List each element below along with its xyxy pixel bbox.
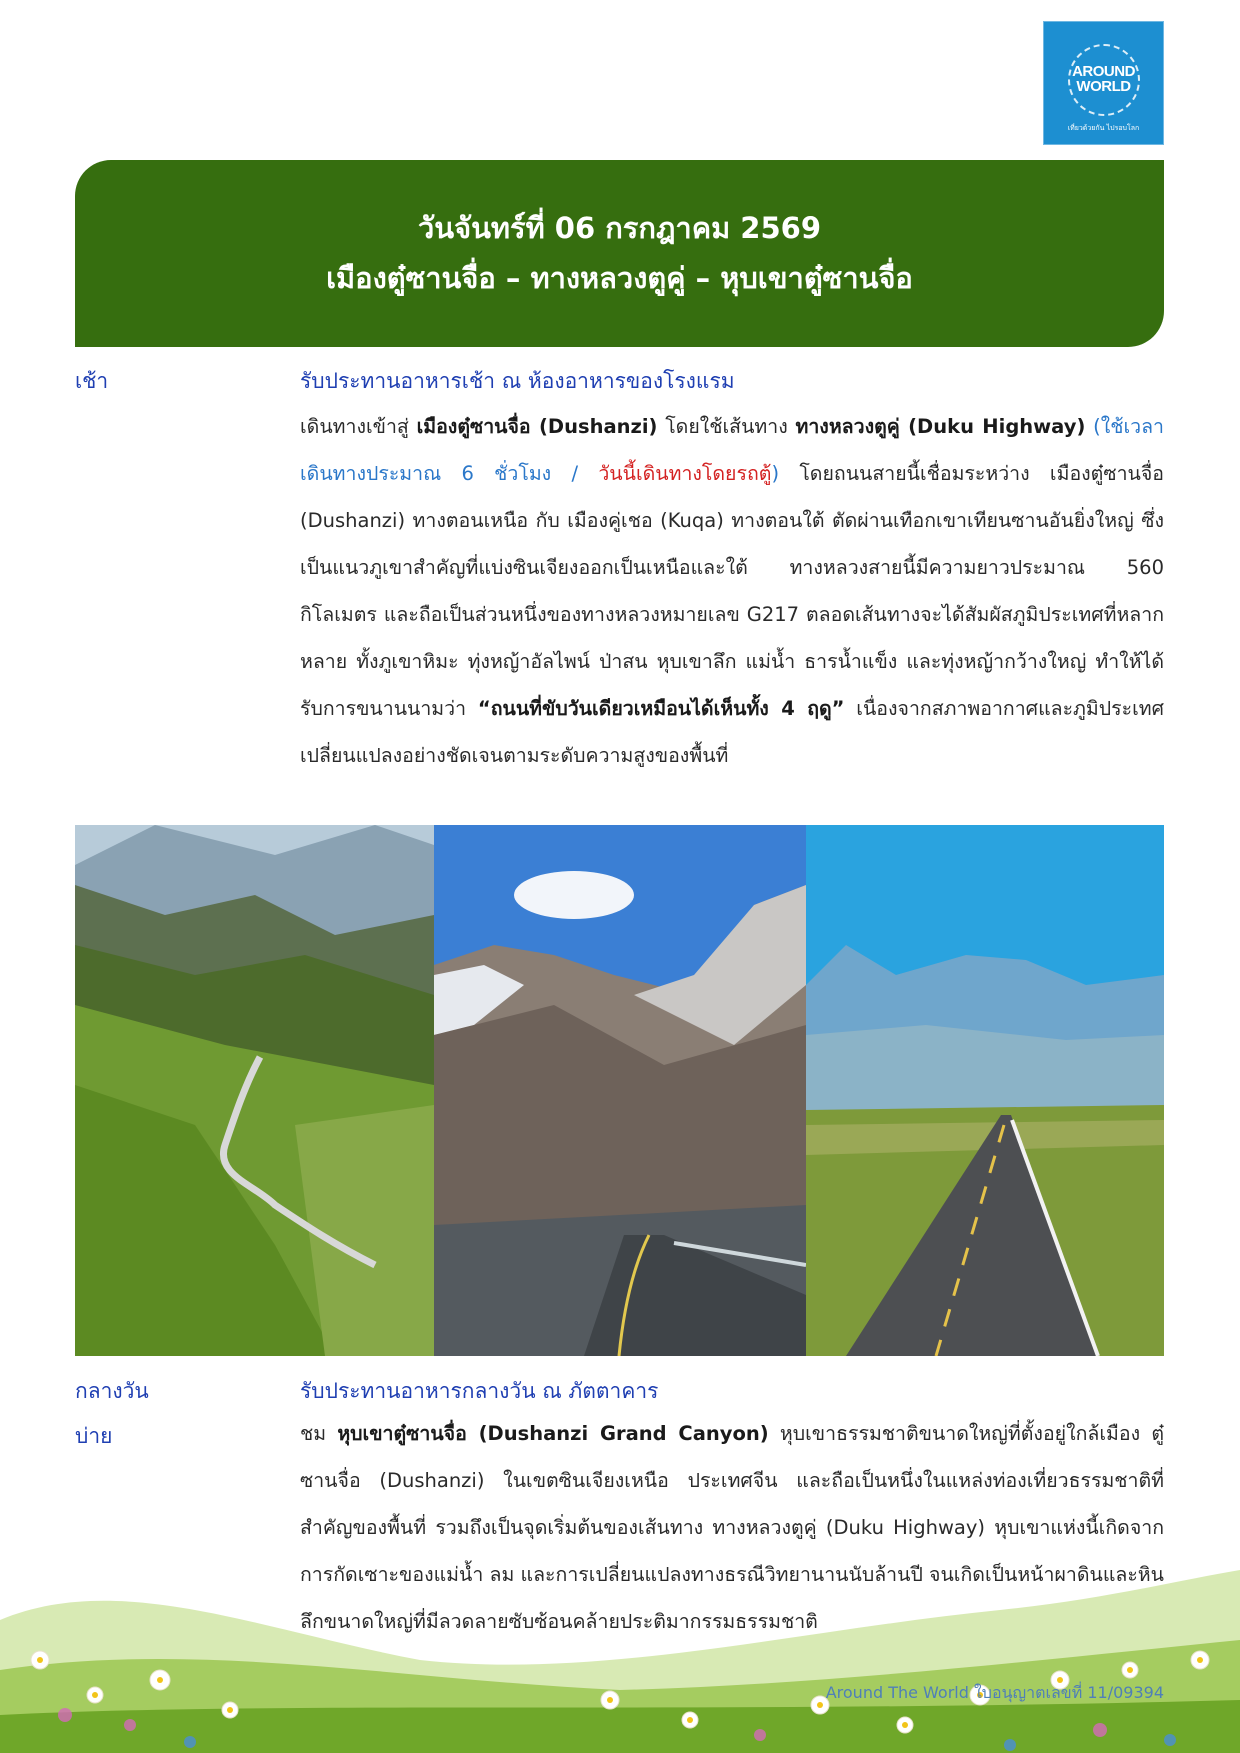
lunch-heading: รับประทานอาหารกลางวัน ณ ภัตตาคาร <box>300 1379 659 1403</box>
photo-grassland-road <box>806 825 1164 1356</box>
company-logo <box>1043 21 1164 145</box>
breakfast-heading: รับประทานอาหารเช้า ณ ห้องอาหารของโรงแรม <box>300 369 735 393</box>
label-morning: เช้า <box>75 369 109 393</box>
license-footer: Around The World ใบอนุญาตเลขที่ 11/09394 <box>825 1683 1164 1702</box>
day-route: เมืองตู๋ซานจื่อ – ทางหลวงตูคู่ – หุบเขาตู๋ซานจื่อ <box>326 261 913 295</box>
afternoon-description: ชม หุบเขาตู๋ซานจื่อ (Dushanzi Grand Canyon) หุบเขาธรรมชาติขนาดใหญ่ที่ตั้งอยู่ใกล้เมือง ตู๋ซานจื่อ (Dushanzi) ในเขตซินเจียงเหนือ ประเทศจีน และถือเป็นหนึ่งในแหล่งท่องเที่ยวธรรมชาติที่สำคัญของพื้นที่ รวมถึงเป็นจุดเริ่มต้นของเส้นทาง ทางหลวงตูคู่ (Duku Highway) หุบเขาแห่งนี้เกิดจากการกัดเซาะของแม่น้ำ ลม และการเปลี่ยนแปลงทางธรณีวิทยานานนับล้านปี จนเกิดเป็นหน้าผาดินและหินลึกขนาดใหญ่ที่มีลวดลายซับซ้อนคล้ายประติมากรรมธรรมชาติ <box>300 1422 1164 1633</box>
label-noon: กลางวัน <box>75 1379 149 1403</box>
label-afternoon: บ่าย <box>75 1424 113 1448</box>
meadow-decoration <box>0 1510 1240 1753</box>
day-header-banner <box>75 160 1164 347</box>
day-date: วันจันทร์ที่ 06 กรกฎาคม 2569 <box>417 211 822 245</box>
photo-rocky-mountain-road <box>434 825 806 1356</box>
morning-description: เดินทางเข้าสู่ เมืองตู๋ซานจื่อ (Dushanzi) โดยใช้เส้นทาง ทางหลวงตูคู่ (Duku Highway) (ใช้เวลาเดินทางประมาณ 6 ชั่วโมง / วันนี้เดินทางโดยรถตู้) โดยถนนสายนี้เชื่อมระหว่าง เมืองตู๋ซานจื่อ (Dushanzi) ทางตอนเหนือ กับ เมืองคู่เชอ (Kuqa) ทางตอนใต้ ตัดผ่านเทือกเขาเทียนซานอันยิ่งใหญ่ ซึ่งเป็นแนวภูเขาสำคัญที่แบ่งซินเจียงออกเป็นเหนือและใต้ ทางหลวงสายนี้มีความยาวประมาณ 560 กิโลเมตร และถือเป็นส่วนหนึ่งของทางหลวงหมายเลข G217 ตลอดเส้นทางจะได้สัมผัสภูมิประเทศที่หลากหลาย ทั้งภูเขาหิมะ ทุ่งหญ้าอัลไพน์ ป่าสน หุบเขาลึก แม่น้ำ ธารน้ำแข็ง และทุ่งหญ้ากว้างใหญ่ ทำให้ได้รับการขนานนามว่า “ถนนที่ขับวันเดียวเหมือนได้เห็นทั้ง 4 ฤดู” เนื่องจากสภาพอากาศและภูมิประเทศเปลี่ยนแปลงอย่างชัดเจนตามระดับความสูงของพื้นที่ <box>300 415 1164 767</box>
photo-green-valley-road <box>75 825 434 1356</box>
logo-tagline: เที่ยวด้วยกัน ไปรอบโลก <box>1067 124 1140 132</box>
logo-wordmark: AROUND WORLD <box>1072 63 1135 95</box>
